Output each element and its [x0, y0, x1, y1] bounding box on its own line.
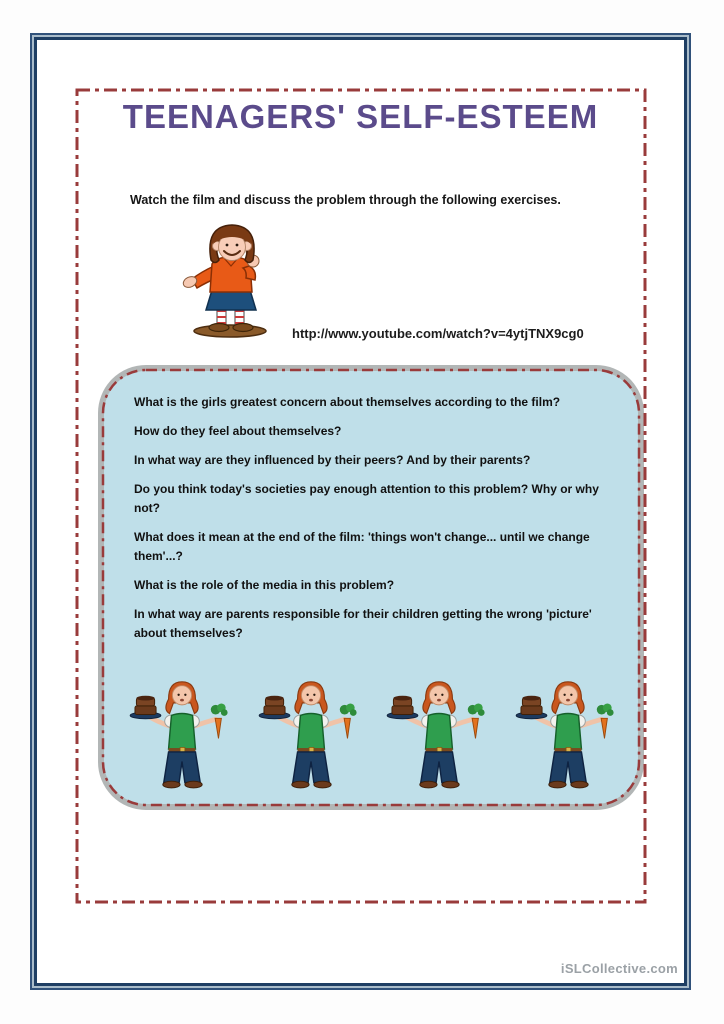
woman-cake-carrot-clipart	[512, 678, 624, 798]
questions-list	[104, 371, 638, 653]
instruction-text: Watch the film and discuss the problem through the following exercises.	[130, 193, 561, 207]
page-title: TEENAGERS' SELF-ESTEEM	[122, 98, 599, 135]
question-item: In what way are they influenced by their peers? And by their parents?	[134, 453, 531, 467]
question-item: How do they feel about themselves?	[134, 424, 342, 438]
question-item: Do you think today's societies pay enough attention to this problem? Why or why not?	[134, 482, 599, 515]
girl-pointing-clipart	[178, 220, 290, 340]
woman-cake-carrot-clipart	[126, 678, 238, 798]
woman-cake-carrot-clipart	[255, 678, 367, 798]
question-item: What is the girls greatest concern about themselves according to the film?	[134, 395, 561, 409]
woman-cake-carrot-clipart	[383, 678, 495, 798]
question-item: What does it mean at the end of the film: 'things won't change... until we change them'...?	[134, 530, 590, 563]
questions-box	[98, 365, 644, 810]
question-item: In what way are parents responsible for their children getting the wrong 'picture' about themselves?	[134, 607, 592, 640]
video-url-link[interactable]: http://www.youtube.com/watch?v=4ytjTNX9cg0	[292, 326, 584, 341]
question-item: What is the role of the media in this problem?	[134, 578, 395, 592]
women-clipart-row	[126, 676, 624, 798]
islcollective-watermark: iSLCollective.com	[560, 961, 678, 976]
